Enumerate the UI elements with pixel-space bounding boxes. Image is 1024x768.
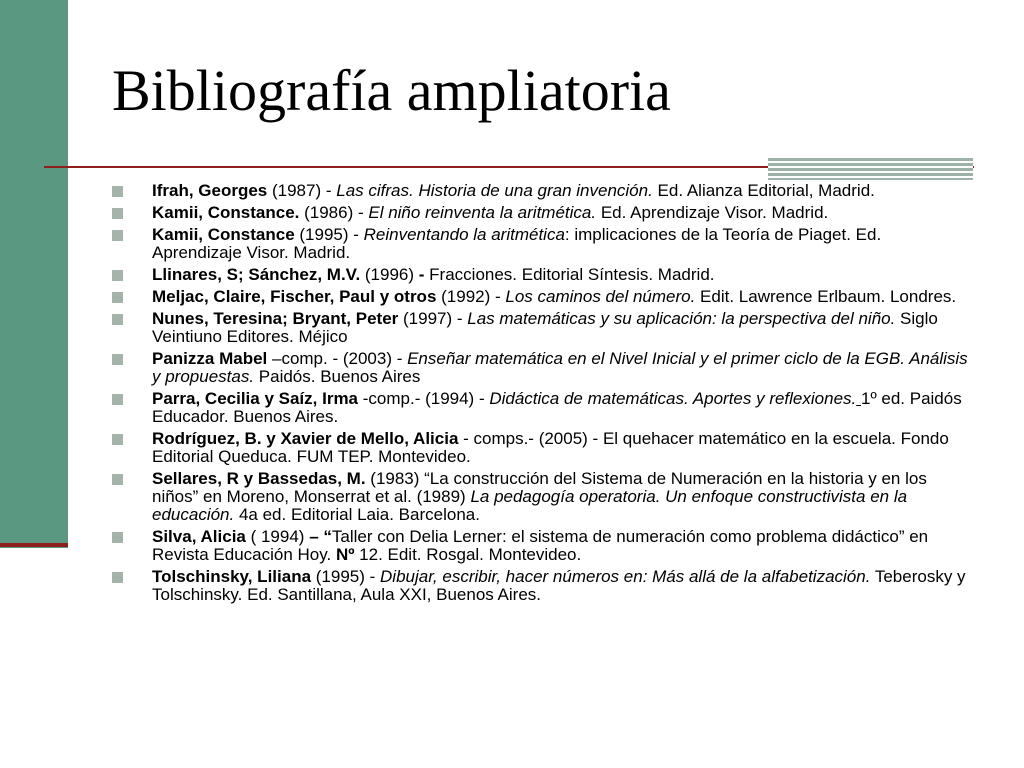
square-bullet-icon bbox=[112, 532, 123, 543]
reference-title: Las matemáticas y su aplicación: la perspectiva del niño. bbox=[467, 309, 896, 328]
reference-author: Kamii, Constance. bbox=[152, 203, 300, 222]
reference-title: El niño reinventa la aritmética. bbox=[368, 203, 597, 222]
reference-author: Nunes, Teresina; Bryant, Peter bbox=[152, 309, 399, 328]
reference-title: Los caminos del número. bbox=[505, 287, 696, 306]
reference-publisher: Edit. Lawrence Erlbaum. Londres. bbox=[695, 287, 957, 306]
reference-author: Meljac, Claire, Fischer, Paul y otros bbox=[152, 287, 437, 306]
reference-author: Sellares, R y Bassedas, M. bbox=[152, 469, 366, 488]
reference-title: Dibujar, escribir, hacer números en: Más allá de la alfabetización. bbox=[380, 567, 871, 586]
reference-author: Panizza Mabel bbox=[152, 349, 268, 368]
square-bullet-icon bbox=[112, 434, 123, 445]
reference-publisher: Teberosky y Tolschinsky. Ed. Santillana, Aula XXI, Buenos Aires. bbox=[152, 567, 966, 604]
reference-detail: ( 1994) bbox=[245, 527, 310, 546]
reference-publisher: Paidós. Buenos Aires bbox=[254, 367, 421, 386]
list-item bbox=[110, 390, 970, 426]
reference-title: Didáctica de matemáticas. Aportes y reflexiones. bbox=[489, 389, 857, 408]
reference-tail: 12. Edit. Rosgal. Montevideo. bbox=[354, 545, 582, 564]
square-bullet-icon bbox=[112, 230, 123, 241]
reference-detail: (1996) bbox=[360, 265, 419, 284]
left-accent-rule bbox=[0, 543, 68, 547]
list-item bbox=[110, 204, 970, 222]
square-bullet-icon bbox=[112, 208, 123, 219]
list-item bbox=[110, 470, 970, 524]
reference-detail: (1992) - bbox=[436, 287, 506, 306]
reference-publisher: Taller con Delia Lerner: el sistema de numeración como problema didáctico” en Revista Educación Hoy. bbox=[152, 527, 929, 564]
reference-title: Reinventando la aritmética bbox=[363, 225, 565, 244]
slide-title: Bibliografía ampliatoria bbox=[112, 58, 671, 123]
square-bullet-icon bbox=[112, 292, 123, 303]
list-item bbox=[110, 430, 970, 466]
reference-author: Llinares, S; Sánchez, M.V. bbox=[152, 265, 361, 284]
list-item bbox=[110, 288, 970, 306]
reference-publisher: 1º ed. Paidós Educador. Buenos Aires. bbox=[152, 389, 962, 426]
reference-dash: - bbox=[418, 265, 425, 284]
reference-detail: - comps.- (2005) - El quehacer matemático en la escuela. Fondo Editorial Queduca. FUM TEP. Montevideo. bbox=[152, 429, 949, 466]
reference-dash: – “ bbox=[309, 527, 332, 546]
reference-detail: –comp. - (2003) - bbox=[267, 349, 408, 368]
square-bullet-icon bbox=[112, 572, 123, 583]
list-item bbox=[110, 568, 970, 604]
square-bullet-icon bbox=[112, 186, 123, 197]
reference-title: Las cifras. Historia de una gran invención. bbox=[336, 181, 653, 200]
square-bullet-icon bbox=[112, 474, 123, 485]
list-item bbox=[110, 528, 970, 564]
square-bullet-icon bbox=[112, 354, 123, 365]
reference-publisher: Ed. Alianza Editorial, Madrid. bbox=[652, 181, 875, 200]
reference-author: Rodríguez, B. y Xavier de Mello, Alicia bbox=[152, 429, 459, 448]
reference-author: Kamii, Constance bbox=[152, 225, 295, 244]
decorative-stripes bbox=[768, 158, 973, 180]
reference-publisher: Fracciones. Editorial Síntesis. Madrid. bbox=[424, 265, 715, 284]
reference-title: Enseñar matemática en el Nivel Inicial y el primer ciclo de la EGB. Análisis y propuestas. bbox=[152, 349, 968, 386]
square-bullet-icon bbox=[112, 394, 123, 405]
bibliography-list bbox=[110, 182, 970, 608]
reference-detail: (1987) - bbox=[267, 181, 337, 200]
list-item bbox=[110, 182, 970, 200]
reference-number-sign: Nº bbox=[335, 545, 355, 564]
square-bullet-icon bbox=[112, 270, 123, 281]
reference-publisher: 4a ed. Editorial Laia. Barcelona. bbox=[234, 505, 480, 524]
reference-author: Silva, Alicia bbox=[152, 527, 246, 546]
reference-author: Parra, Cecilia y Saíz, Irma bbox=[152, 389, 359, 408]
reference-detail: -comp.- (1994) - bbox=[358, 389, 490, 408]
reference-author: Ifrah, Georges bbox=[152, 181, 268, 200]
reference-detail: (1995) - bbox=[294, 225, 364, 244]
reference-publisher: : implicaciones de la Teoría de Piaget. Ed. Aprendizaje Visor. Madrid. bbox=[152, 225, 882, 262]
reference-detail: (1997) - bbox=[398, 309, 468, 328]
reference-detail: (1983) “La construcción del Sistema de Numeración en la historia y en los niños” en Moreno, Monserrat et al. (1989) bbox=[152, 469, 927, 506]
left-accent-bar bbox=[0, 0, 68, 548]
reference-author: Tolschinsky, Liliana bbox=[152, 567, 312, 586]
reference-publisher: Ed. Aprendizaje Visor. Madrid. bbox=[596, 203, 829, 222]
reference-detail: (1995) - bbox=[311, 567, 381, 586]
reference-publisher: Siglo Veintiuno Editores. Méjico bbox=[152, 309, 938, 346]
list-item bbox=[110, 226, 970, 262]
list-item bbox=[110, 310, 970, 346]
square-bullet-icon bbox=[112, 314, 123, 325]
list-item bbox=[110, 266, 970, 284]
list-item bbox=[110, 350, 970, 386]
reference-title: La pedagogía operatoria. Un enfoque constructivista en la educación. bbox=[152, 487, 908, 524]
reference-detail: (1986) - bbox=[299, 203, 369, 222]
